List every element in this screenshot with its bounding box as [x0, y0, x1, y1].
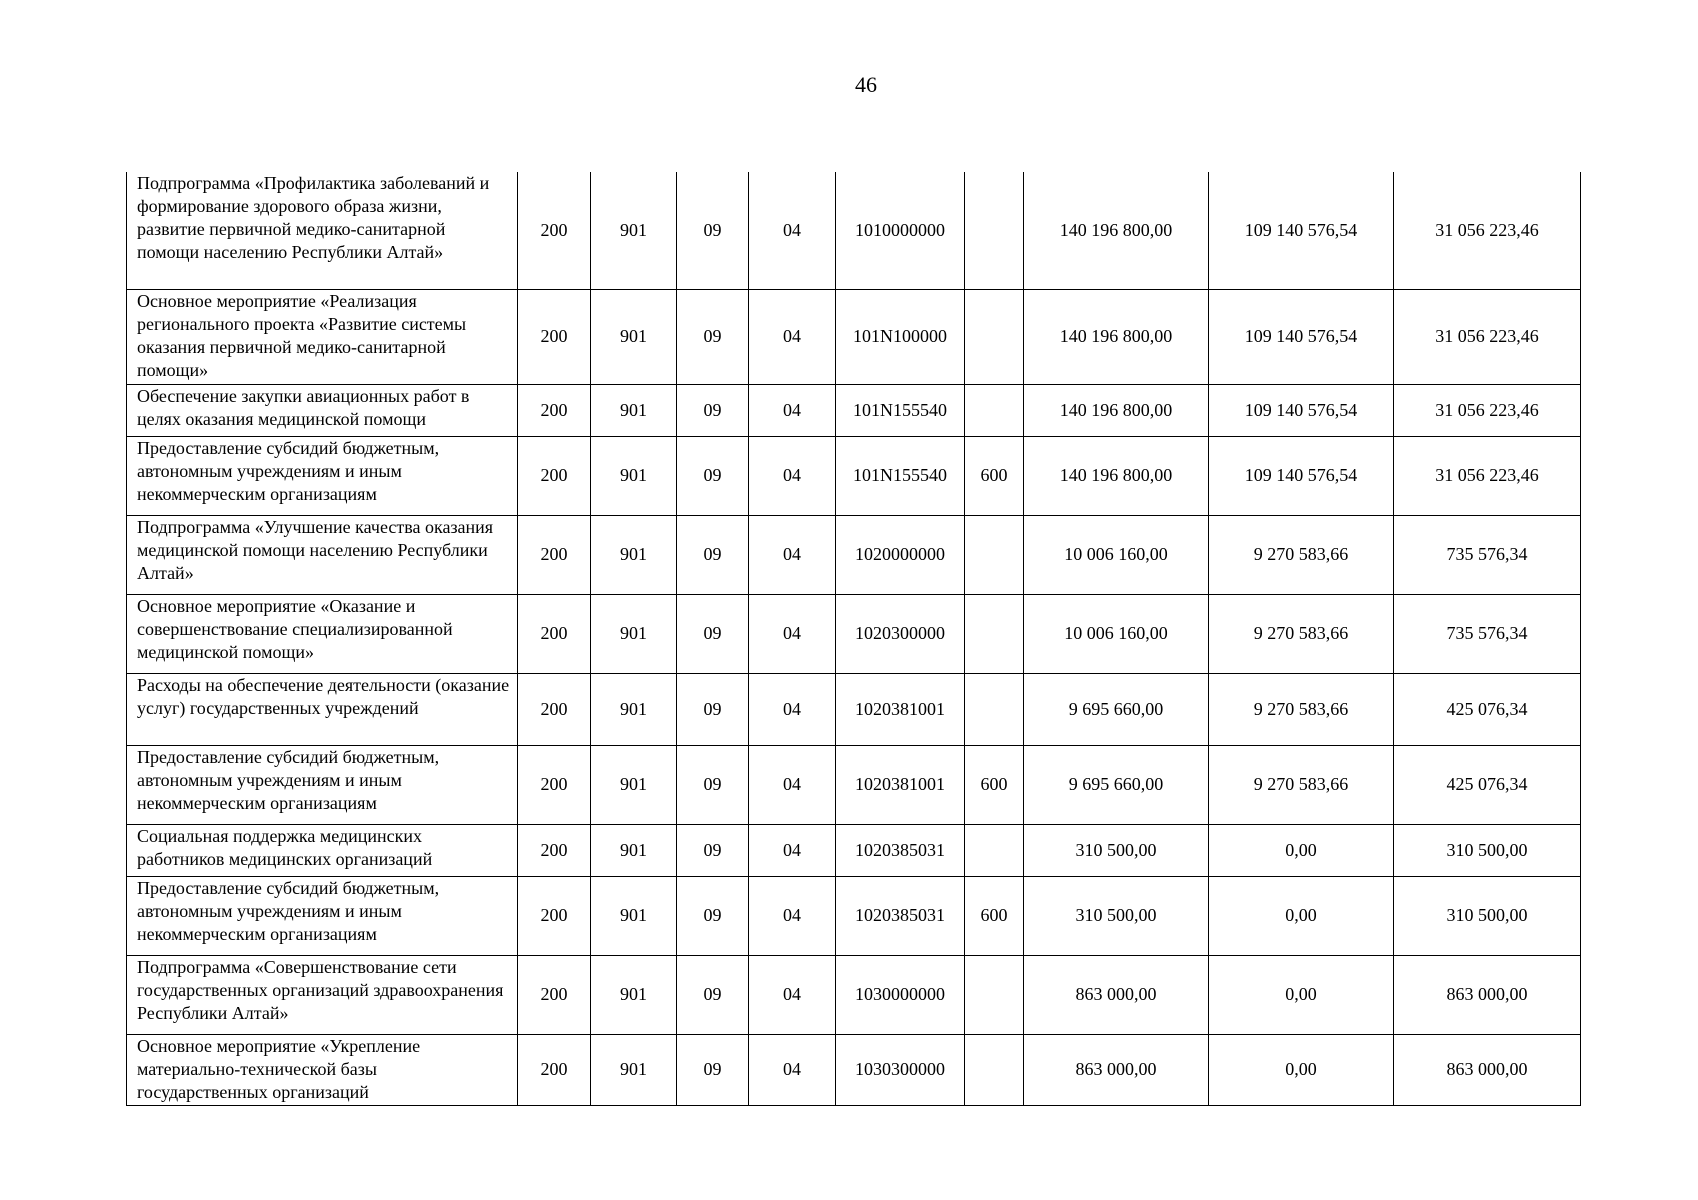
row-type: [965, 172, 1024, 289]
row-ministry: 901: [591, 515, 677, 594]
row-executed: 9 270 583,66: [1209, 745, 1394, 824]
table-row: [127, 384, 1581, 436]
row-ministry: 901: [591, 1034, 677, 1105]
row-subsection: 04: [749, 876, 836, 955]
row-target: 1020385031: [836, 824, 965, 876]
table-row: [127, 876, 1581, 955]
row-executed: 9 270 583,66: [1209, 515, 1394, 594]
row-target: 1020385031: [836, 876, 965, 955]
table-row: [127, 436, 1581, 515]
row-target: 1010000000: [836, 172, 965, 289]
row-subsection: 04: [749, 436, 836, 515]
row-code: 200: [518, 824, 591, 876]
row-remainder: 310 500,00: [1394, 824, 1581, 876]
row-section: 09: [677, 289, 749, 384]
row-plan: 863 000,00: [1024, 955, 1209, 1034]
row-target: 101N100000: [836, 289, 965, 384]
row-subsection: 04: [749, 289, 836, 384]
row-name: Основное мероприятие «Укрепление материально-технической базы государственных организаций: [127, 1034, 518, 1105]
row-target: 1030000000: [836, 955, 965, 1034]
row-target: 1020300000: [836, 594, 965, 673]
page-number: 46: [855, 72, 877, 97]
table-row: [127, 824, 1581, 876]
row-subsection: 04: [749, 955, 836, 1034]
row-name: Подпрограмма «Совершенствование сети государственных организаций здравоохранения Республики Алтай»: [127, 955, 518, 1034]
row-plan: 9 695 660,00: [1024, 673, 1209, 745]
row-type: [965, 673, 1024, 745]
table-row: [127, 673, 1581, 745]
row-subsection: 04: [749, 673, 836, 745]
row-subsection: 04: [749, 594, 836, 673]
row-plan: 863 000,00: [1024, 1034, 1209, 1105]
row-section: 09: [677, 594, 749, 673]
row-target: 1020381001: [836, 673, 965, 745]
row-executed: 109 140 576,54: [1209, 289, 1394, 384]
row-ministry: 901: [591, 824, 677, 876]
row-section: 09: [677, 876, 749, 955]
row-section: 09: [677, 436, 749, 515]
row-subsection: 04: [749, 172, 836, 289]
row-plan: 9 695 660,00: [1024, 745, 1209, 824]
row-name: Основное мероприятие «Реализация регионального проекта «Развитие системы оказания первичной медико-санитарной помощи»: [127, 289, 518, 384]
row-executed: 109 140 576,54: [1209, 436, 1394, 515]
row-code: 200: [518, 515, 591, 594]
table-row: [127, 594, 1581, 673]
budget-table: [126, 172, 1581, 1106]
row-section: 09: [677, 1034, 749, 1105]
row-remainder: 31 056 223,46: [1394, 289, 1581, 384]
row-executed: 0,00: [1209, 876, 1394, 955]
row-executed: 9 270 583,66: [1209, 673, 1394, 745]
row-subsection: 04: [749, 515, 836, 594]
row-type: 600: [965, 876, 1024, 955]
table-row: [127, 289, 1581, 384]
row-code: 200: [518, 384, 591, 436]
row-code: 200: [518, 172, 591, 289]
row-name: Обеспечение закупки авиационных работ в целях оказания медицинской помощи: [127, 384, 518, 436]
row-plan: 140 196 800,00: [1024, 289, 1209, 384]
row-target: 1020000000: [836, 515, 965, 594]
row-name: Расходы на обеспечение деятельности (оказание услуг) государственных учреждений: [127, 673, 518, 745]
row-name: Подпрограмма «Профилактика заболеваний и формирование здорового образа жизни, развитие первичной медико-санитарной помощи населению Республики Алтай»: [127, 172, 518, 289]
row-type: [965, 515, 1024, 594]
row-ministry: 901: [591, 172, 677, 289]
row-target: 1020381001: [836, 745, 965, 824]
row-executed: 0,00: [1209, 955, 1394, 1034]
row-plan: 140 196 800,00: [1024, 384, 1209, 436]
row-ministry: 901: [591, 955, 677, 1034]
row-remainder: 735 576,34: [1394, 594, 1581, 673]
row-subsection: 04: [749, 824, 836, 876]
row-subsection: 04: [749, 745, 836, 824]
row-ministry: 901: [591, 436, 677, 515]
row-section: 09: [677, 955, 749, 1034]
row-type: 600: [965, 745, 1024, 824]
row-code: 200: [518, 673, 591, 745]
row-target: 101N155540: [836, 384, 965, 436]
row-code: 200: [518, 436, 591, 515]
table-row: [127, 955, 1581, 1034]
row-section: 09: [677, 515, 749, 594]
row-subsection: 04: [749, 1034, 836, 1105]
row-target: 101N155540: [836, 436, 965, 515]
row-plan: 10 006 160,00: [1024, 594, 1209, 673]
row-executed: 0,00: [1209, 824, 1394, 876]
row-code: 200: [518, 594, 591, 673]
row-ministry: 901: [591, 384, 677, 436]
row-ministry: 901: [591, 289, 677, 384]
row-plan: 310 500,00: [1024, 824, 1209, 876]
row-ministry: 901: [591, 594, 677, 673]
row-section: 09: [677, 172, 749, 289]
row-subsection: 04: [749, 384, 836, 436]
row-type: [965, 1034, 1024, 1105]
row-code: 200: [518, 289, 591, 384]
row-name: Предоставление субсидий бюджетным, автономным учреждениям и иным некоммерческим организациям: [127, 876, 518, 955]
row-type: [965, 955, 1024, 1034]
row-remainder: 735 576,34: [1394, 515, 1581, 594]
row-type: [965, 384, 1024, 436]
row-remainder: 31 056 223,46: [1394, 172, 1581, 289]
row-code: 200: [518, 876, 591, 955]
row-remainder: 863 000,00: [1394, 955, 1581, 1034]
row-name: Подпрограмма «Улучшение качества оказания медицинской помощи населению Республики Алтай»: [127, 515, 518, 594]
row-plan: 310 500,00: [1024, 876, 1209, 955]
table-row: [127, 745, 1581, 824]
row-plan: 140 196 800,00: [1024, 172, 1209, 289]
row-section: 09: [677, 745, 749, 824]
row-name: Предоставление субсидий бюджетным, автономным учреждениям и иным некоммерческим организациям: [127, 436, 518, 515]
row-remainder: 31 056 223,46: [1394, 384, 1581, 436]
row-remainder: 31 056 223,46: [1394, 436, 1581, 515]
table-row: [127, 515, 1581, 594]
row-code: 200: [518, 955, 591, 1034]
row-name: Основное мероприятие «Оказание и совершенствование специализированной медицинской помощи»: [127, 594, 518, 673]
row-ministry: 901: [591, 745, 677, 824]
row-name: Социальная поддержка медицинских работников медицинских организаций: [127, 824, 518, 876]
row-ministry: 901: [591, 673, 677, 745]
row-executed: 109 140 576,54: [1209, 172, 1394, 289]
row-target: 1030300000: [836, 1034, 965, 1105]
row-section: 09: [677, 824, 749, 876]
row-executed: 0,00: [1209, 1034, 1394, 1105]
table-row: [127, 172, 1581, 289]
row-remainder: 425 076,34: [1394, 673, 1581, 745]
row-section: 09: [677, 384, 749, 436]
row-type: [965, 594, 1024, 673]
row-name: Предоставление субсидий бюджетным, автономным учреждениям и иным некоммерческим организациям: [127, 745, 518, 824]
row-remainder: 310 500,00: [1394, 876, 1581, 955]
row-plan: 140 196 800,00: [1024, 436, 1209, 515]
row-plan: 10 006 160,00: [1024, 515, 1209, 594]
row-section: 09: [677, 673, 749, 745]
row-executed: 9 270 583,66: [1209, 594, 1394, 673]
row-remainder: 863 000,00: [1394, 1034, 1581, 1105]
table-row: [127, 1034, 1581, 1105]
row-type: 600: [965, 436, 1024, 515]
row-type: [965, 289, 1024, 384]
row-ministry: 901: [591, 876, 677, 955]
row-code: 200: [518, 1034, 591, 1105]
row-executed: 109 140 576,54: [1209, 384, 1394, 436]
row-code: 200: [518, 745, 591, 824]
row-remainder: 425 076,34: [1394, 745, 1581, 824]
row-type: [965, 824, 1024, 876]
